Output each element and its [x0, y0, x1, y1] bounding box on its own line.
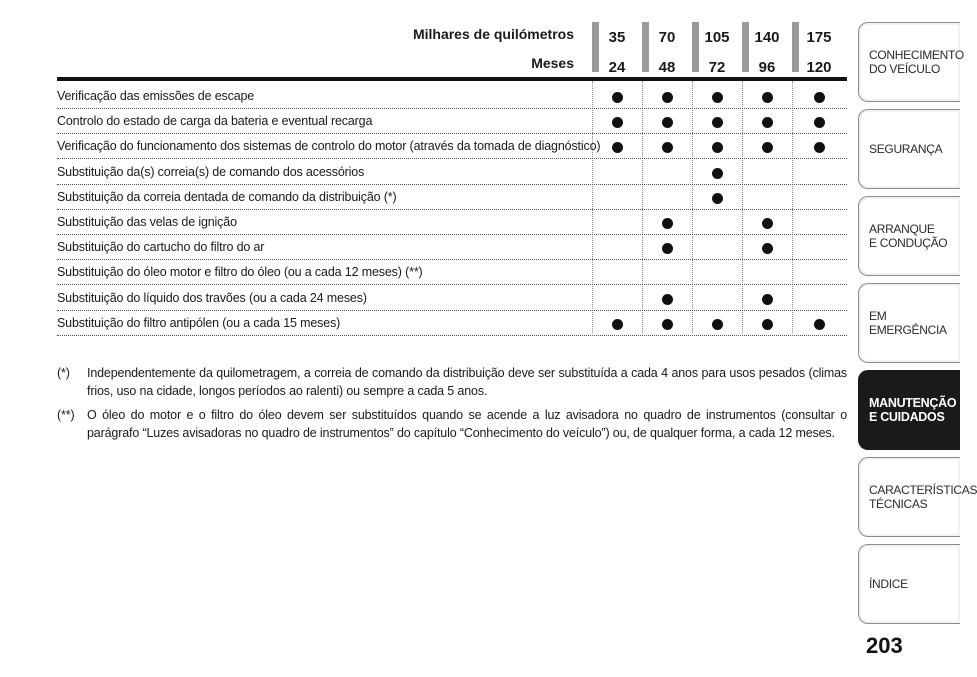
interval-dot-marker — [762, 319, 773, 330]
interval-dot-marker — [762, 218, 773, 229]
row-label: Substituição do líquido dos travões (ou a cada 24 meses) — [57, 290, 367, 305]
sidebar-tab-label: MANUTENÇÃO E CUIDADOS — [869, 396, 957, 424]
row-label: Substituição do cartucho do filtro do ar — [57, 240, 265, 255]
km-column-value: 105 — [704, 29, 730, 46]
interval-dot-marker — [712, 168, 723, 179]
table-row — [57, 159, 847, 185]
km-header-label: Milhares de quilómetros — [412, 26, 574, 42]
table-row — [57, 108, 847, 134]
km-column-value: 140 — [754, 29, 780, 46]
months-column-value: 72 — [708, 59, 726, 76]
row-label: Substituição do óleo motor e filtro do óleo (ou a cada 12 meses) (**) — [57, 265, 423, 280]
months-column-value: 24 — [608, 59, 626, 76]
sidebar-tab-label: CARACTERÍSTICAS TÉCNICAS — [869, 483, 977, 511]
sidebar-tab-label: CONHECIMENTO DO VEÍCULO — [869, 48, 964, 76]
interval-dot-marker — [612, 92, 623, 103]
months-column-value: 48 — [658, 59, 676, 76]
sidebar-tab-3[interactable] — [858, 283, 960, 363]
page-number: 203 — [866, 633, 903, 658]
interval-dot-marker — [662, 117, 673, 128]
sidebar-tab-label: SEGURANÇA — [869, 142, 943, 156]
row-label: Substituição do filtro antipólen (ou a cada 15 meses) — [57, 315, 341, 330]
footnote-text: Independentemente da quilometragem, a correia de comando da distribuição deve ser substituída a cada 4 anos para usos pesados (climas frios, uso na cidade, longos períodos ao ralenti) ou sempre a cada 5 anos. — [87, 366, 847, 398]
interval-dot-marker — [762, 142, 773, 153]
interval-dot-marker — [612, 117, 623, 128]
row-label: Controlo do estado de carga da bateria e eventual recarga — [57, 114, 373, 129]
km-column-value: 70 — [658, 29, 676, 46]
table-row — [57, 184, 847, 210]
interval-dot-marker — [712, 142, 723, 153]
sidebar-tab-label: EM EMERGÊNCIA — [869, 309, 947, 337]
interval-dot-marker — [662, 92, 673, 103]
row-label: Verificação das emissões de escape — [57, 89, 255, 103]
sidebar-tab-6[interactable] — [858, 544, 960, 624]
months-header-label: Meses — [531, 55, 574, 71]
interval-dot-marker — [662, 218, 673, 229]
interval-dot-marker — [712, 193, 723, 204]
table-row — [57, 285, 847, 311]
km-column-value: 175 — [806, 29, 832, 46]
sidebar-tab-1[interactable] — [858, 109, 960, 189]
footnote-text: O óleo do motor e o filtro do óleo devem ser substituídos quando se acende a luz avisadora no quadro de instrumentos (consultar o parágrafo “Luzes avisadoras no quadro de instrumentos” do capítulo “Conhecimento do veículo”) ou, de qualquer forma, a cada 12 meses. — [87, 408, 847, 440]
interval-dot-marker — [814, 319, 825, 330]
interval-dot-marker — [612, 319, 623, 330]
footnote-1 — [57, 364, 847, 400]
months-column-value: 96 — [758, 59, 776, 76]
interval-dot-marker — [814, 142, 825, 153]
interval-dot-marker — [712, 92, 723, 103]
interval-dot-marker — [762, 243, 773, 254]
table-row — [57, 310, 847, 336]
interval-dot-marker — [762, 294, 773, 305]
table-row — [57, 209, 847, 235]
row-label: Substituição da correia dentada de comando da distribuição (*) — [57, 189, 397, 204]
sidebar-tab-4[interactable] — [858, 370, 960, 450]
interval-dot-marker — [662, 294, 673, 305]
interval-dot-marker — [712, 117, 723, 128]
interval-dot-marker — [662, 243, 673, 254]
sidebar-tab-label: ÍNDICE — [869, 577, 908, 591]
row-label: Substituição das velas de ignição — [57, 215, 237, 229]
interval-dot-marker — [814, 92, 825, 103]
table-row — [57, 83, 847, 109]
row-label: Verificação do funcionamento dos sistemas de controlo do motor (através da tomada de diagnóstico) — [57, 139, 601, 154]
km-column-value: 35 — [608, 29, 626, 46]
table-row — [57, 259, 847, 285]
sidebar-tab-5[interactable] — [858, 457, 977, 537]
table-row — [57, 133, 847, 159]
row-label: Substituição da(s) correia(s) de comando dos acessórios — [57, 164, 365, 179]
interval-dot-marker — [612, 142, 623, 153]
sidebar-tab-0[interactable] — [858, 22, 964, 102]
interval-dot-marker — [662, 319, 673, 330]
header-rule — [57, 77, 847, 81]
interval-dot-marker — [662, 142, 673, 153]
sidebar-tab-label: ARRANQUE E CONDUÇÃO — [869, 222, 948, 250]
sidebar-tab-2[interactable] — [858, 196, 960, 276]
footnote-mark: (*) — [57, 366, 70, 380]
interval-dot-marker — [814, 117, 825, 128]
table-row — [57, 234, 847, 260]
footnote-mark: (**) — [57, 408, 75, 422]
months-column-value: 120 — [806, 59, 832, 76]
interval-dot-marker — [712, 319, 723, 330]
interval-dot-marker — [762, 117, 773, 128]
footnote-2 — [57, 406, 847, 442]
interval-dot-marker — [762, 92, 773, 103]
